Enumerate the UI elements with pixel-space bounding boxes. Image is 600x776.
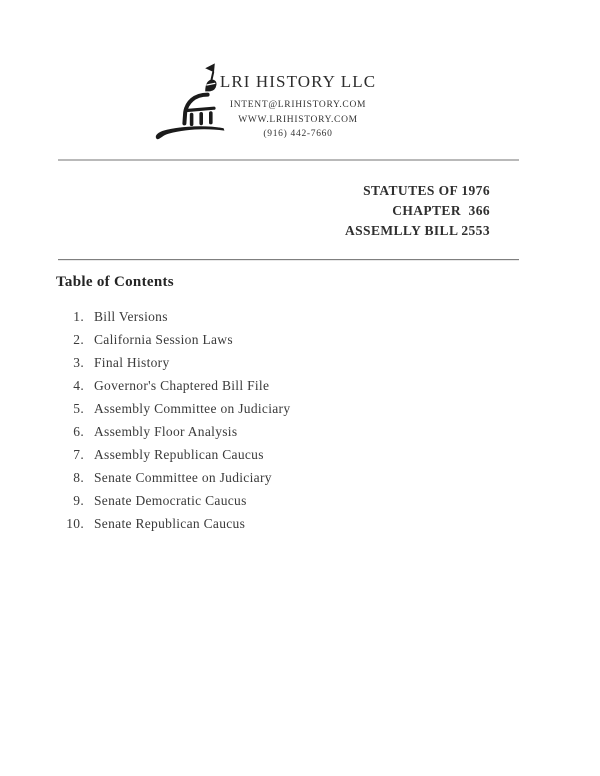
toc-item-number: 9. (73, 493, 84, 508)
chapter-line: CHAPTER 366 (392, 203, 490, 218)
statutes-line: STATUTES OF 1976 (363, 183, 490, 198)
toc-item (56, 512, 290, 535)
toc-item (56, 374, 290, 397)
toc-item-number: 4. (73, 378, 84, 393)
letterhead (172, 72, 424, 142)
toc-item-label: Governor's Chaptered Bill File (94, 378, 270, 393)
toc-item (56, 420, 290, 443)
assembly-bill-line: ASSEMLLY BILL 2553 (344, 223, 490, 238)
company-name: LRI HISTORY LLC (219, 72, 377, 91)
toc-item-number: 5. (73, 401, 84, 416)
toc-item-number: 6. (73, 424, 84, 439)
toc-item-label: Assembly Floor Analysis (94, 424, 238, 439)
toc-item-number: 3. (73, 355, 84, 370)
reference-divider-line (58, 259, 519, 261)
toc-item-number: 7. (73, 447, 84, 462)
toc-item (56, 351, 290, 374)
toc-item-number: 1. (73, 309, 84, 324)
toc-item (56, 305, 290, 328)
toc-item (56, 443, 290, 466)
toc-item-label: Assembly Committee on Judiciary (94, 401, 291, 416)
toc-item-number: 8. (73, 470, 84, 485)
company-website: WWW.LRIHISTORY.COM (238, 114, 358, 125)
bill-reference-block (345, 181, 490, 241)
toc-item-label: Assembly Republican Caucus (94, 447, 264, 462)
company-phone: (916) 442-7660 (263, 129, 333, 139)
toc-item-label: Senate Democratic Caucus (94, 493, 247, 508)
toc-item-label: Final History (94, 355, 170, 370)
header-divider-line (58, 159, 519, 161)
toc-item-number: 10. (66, 516, 84, 531)
toc-item-label: Senate Republican Caucus (94, 516, 246, 531)
toc-item (56, 489, 290, 512)
company-email: INTENT@LRIHISTORY.COM (229, 100, 367, 110)
toc-item-label: Bill Versions (94, 309, 168, 324)
toc-heading: Table of Contents (56, 274, 174, 290)
toc-item (56, 397, 290, 420)
toc-item (56, 466, 290, 489)
toc-item-number: 2. (73, 332, 84, 347)
toc-item (56, 328, 290, 351)
toc-item-label: Senate Committee on Judiciary (94, 470, 272, 485)
toc-item-label: California Session Laws (94, 332, 233, 347)
toc-list (56, 305, 290, 535)
